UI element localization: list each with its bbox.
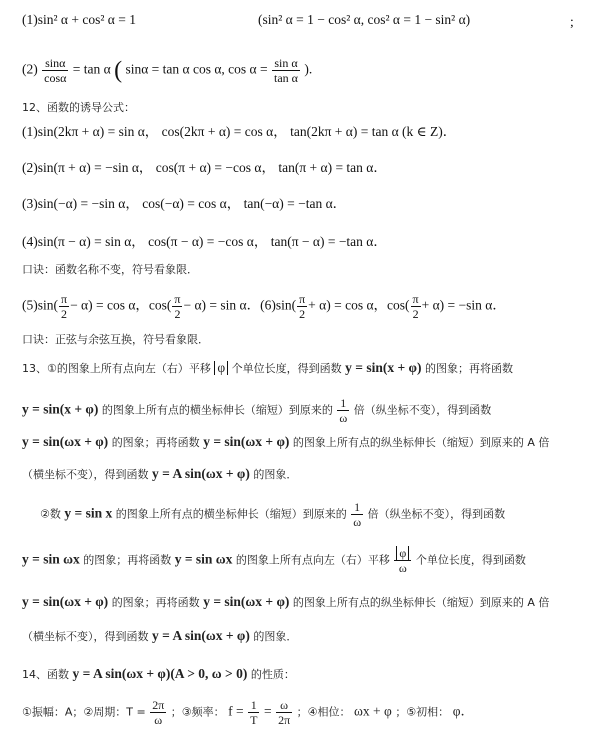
- mnemonic-2: 口诀：正弦与余弦互换，符号看象限．: [22, 333, 209, 346]
- section-13-line-3: y = sin(ωx + φ) 的图象；再将函数 y = sin(ωx + φ) 的图象上所有点的纵坐标伸长（缩短）到原来的 A 倍: [22, 434, 550, 449]
- section-13-line-7: y = sin(ωx + φ) 的图象；再将函数 y = sin(ωx + φ) 的图象上所有点的纵坐标伸长（缩短）到原来的 A 倍: [22, 594, 550, 609]
- section-13-line-5: ②数 y = sin x 的图象上所有点的横坐标伸长（缩短）到原来的 $\frac{1}{\omega}$ 倍（纵坐标不变），得到函数: [40, 500, 506, 529]
- section-13-line-4: （横坐标不变），得到函数 y = A sin(ωx + φ) 的图象．: [22, 466, 298, 481]
- induction-formula-3: (3)sin(−α) = −sin α， cos(−α) = cos α， tan(−α) = −tan α．: [22, 196, 347, 211]
- mnemonic-1: 口诀：函数名称不变，符号看象限．: [22, 263, 198, 276]
- section-13-line-1: 13、①的图象上所有点向左（右）平移 φ 个单位长度，得到函数 y = sin(x + φ) 的图象；再将函数: [22, 360, 513, 375]
- section-12-heading: 12、函数的诱导公式：: [22, 101, 135, 114]
- fraction-sin-over-cos: $\frac{\sin\alpha}{\cos\alpha}$: [44, 56, 67, 85]
- quotient-identity: (2) $\frac{\sin\alpha}{\cos\alpha}$ = tan α ( sinα = tan α cos α, cos α = $\frac{\text{sin α}}{\text{tan α}}$ ).: [22, 56, 313, 85]
- section-13-line-6: y = sin ωx 的图象；再将函数 y = sin ωx 的图象上所有点向左（右）平移 $\frac{\varphi}{\omega}$ 个单位长度，得到函数: [22, 546, 526, 575]
- section-13-line-2: y = sin(x + φ) 的图象上所有点的横坐标伸长（缩短）到原来的 $\frac{1}{\omega}$ 倍（纵坐标不变），得到函数: [22, 396, 492, 425]
- pythagorean-identity: (1)sin² α + cos² α = 1: [22, 12, 136, 27]
- section-14-properties: ①振幅：A；②周期：T = $\frac{2\pi}{\omega}$ ；③频率： f = $\frac{1}{T}$ = $\frac{\omega}{2\pi}$ ；④相位： ωx + φ ；⑤初相： φ．: [22, 698, 474, 727]
- induction-formula-2: (2)sin(π + α) = −sin α， cos(π + α) = −cos α， tan(π + α) = tan α．: [22, 160, 387, 175]
- identity-variants: (sin² α = 1 − cos² α, cos² α = 1 − sin² α): [258, 12, 471, 27]
- induction-formula-5-6: (5)sin( $\frac{\pi}{2}$ − α) = cos α，cos( $\frac{\pi}{2}$ − α) = sin α．(6)sin( $\frac{\pi}{2}$ + α) = cos α，cos( $\frac{\pi}{2}$ + α) = −sin α．: [22, 292, 506, 321]
- section-13-line-8: （横坐标不变），得到函数 y = A sin(ωx + φ) 的图象．: [22, 628, 298, 643]
- semicolon: ;: [570, 14, 574, 29]
- section-14-heading: 14、函数 y = A sin(ωx + φ)(A > 0, ω > 0) 的性质：: [22, 666, 295, 681]
- identity-line-1: [22, 10, 136, 30]
- induction-formula-4: (4)sin(π − α) = sin α， cos(π − α) = −cos α， tan(π − α) = −tan α．: [22, 234, 387, 249]
- fraction-sin-over-tan: $\frac{\text{sin α}}{\text{tan α}}$: [274, 56, 298, 85]
- induction-formula-1: (1)sin(2kπ + α) = sin α， cos(2kπ + α) = cos α， tan(2kπ + α) = tan α (k ∈ Z)．: [22, 124, 457, 139]
